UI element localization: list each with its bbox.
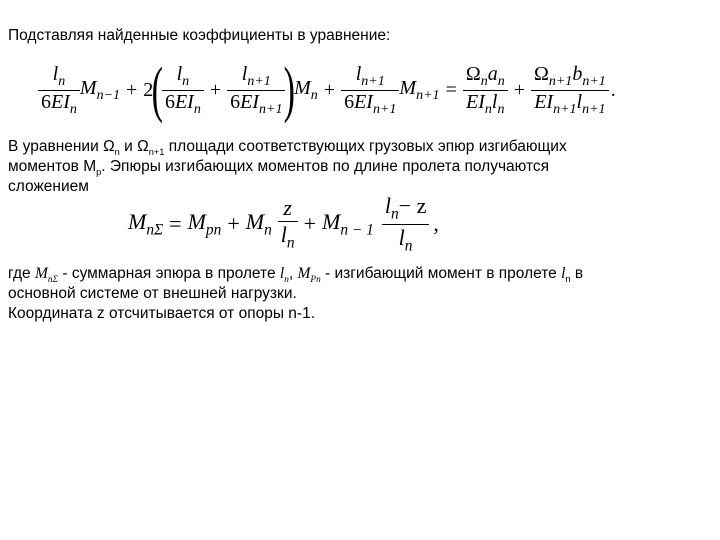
moment-sum-equation [128,193,439,255]
eq1-frac-ln-over-6EIn-2: $\frac{l_n}{6EI_n}$ [162,63,204,118]
paragraph-1-line-1: В уравнении $\Omega_n$ и $\Omega_{n+1}$ площади соответствующих грузовых эпюр изгибающих [8,138,567,158]
paragraph-2-line-2: основной системе от внешней нагрузки. [8,285,297,302]
eq1-plus-3: + [323,78,336,101]
eq1-frac-omega-b: $\frac{\Omega_{n+1}b_{n+1}}{EI_{n+1}l_{n+1}}$ [531,63,609,118]
paragraph-2-line-1: где $M_{n\Sigma}$ - суммарная эпюра в пролете $l_n$, $M_{Pn}$ - изгибающий момент в пролете $l_n$ в [8,265,584,286]
eq2-plus-1: + [227,211,240,236]
eq1-equals: = [445,78,457,101]
eq2-frac-ln-minus-z-over-ln: $\frac{l_n- z}{l_n}$ [382,193,430,255]
eq2-M-n-minus-1: $M_{n - 1}$ [322,208,374,239]
eq1-plus-4: + [513,78,525,101]
eq2-frac-z-over-ln: $\frac{z}{l_n}$ [278,195,298,252]
paragraph-1-line-3: сложением [8,178,89,195]
eq2-M-pn: $M_{pn}$ [187,208,222,239]
paragraph-2-line-3: Координата z отсчитывается от опоры n-1. [8,305,315,322]
eq2-comma: , [433,211,439,236]
eq2-plus-2: + [303,211,317,236]
three-moment-equation [38,58,616,122]
eq1-frac-omega-a: $\frac{\Omega_na_n}{EI_nl_n}$ [463,63,508,118]
eq1-frac-ln-over-6EIn: $\frac{l_n}{6EI_n}$ [38,63,80,118]
eq2-M-n-sigma: $M_{n\Sigma}$ [128,208,164,239]
eq2-equals: = [169,211,182,236]
eq1-frac-ln1-over-6EIn1-2: $\frac{l_{n+1}}{6EI_{n+1}}$ [341,63,399,118]
eq1-M-n-minus-1: $M_{n-1}$ [79,76,121,103]
eq1-right-paren: ) [284,56,296,124]
intro-text [8,27,390,45]
paragraph-1-line-2: моментов $M_p$. Эпюры изгибающих моментов по длине пролета получаются [8,158,550,178]
eq1-plus-2: + [209,78,222,101]
eq1-coefficient-two: 2 [143,78,154,101]
eq2-M-n: $M_n$ [245,208,272,239]
eq1-plus-1: + [126,78,138,101]
eq1-period: . [610,78,616,101]
eq1-left-paren: ( [151,56,164,124]
intro-heading: Подставляя найденные коэффициенты в уравнение: [8,27,391,44]
eq1-M-n: $M_n$ [294,76,318,103]
eq1-M-n-plus-1: $M_{n+1}$ [399,76,440,103]
eq1-frac-ln1-over-6EIn1: $\frac{l_{n+1}}{6EI_{n+1}}$ [227,63,285,118]
